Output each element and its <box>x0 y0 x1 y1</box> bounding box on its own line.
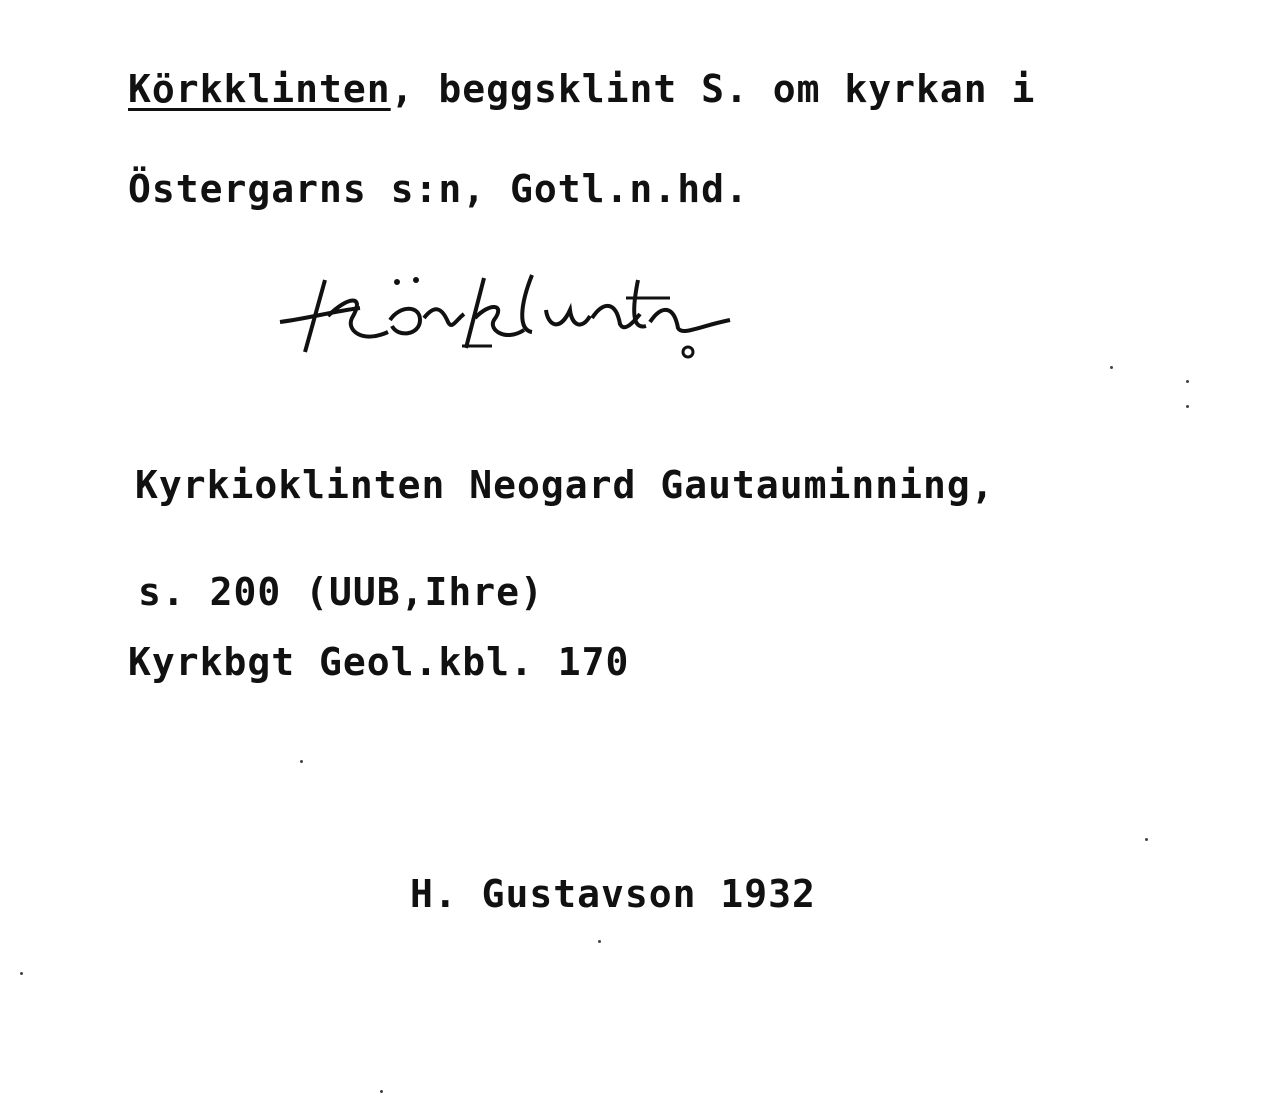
paper-speck <box>1145 838 1148 841</box>
paper-speck <box>1186 380 1189 383</box>
entry-line-5: Kyrkbgt Geol.kbl. 170 <box>128 640 630 684</box>
headword: Körkklinten <box>128 67 391 111</box>
entry-line-4: s. 200 (UUB,Ihre) <box>138 570 544 614</box>
handwriting-image <box>270 260 750 370</box>
author-line: H. Gustavson 1932 <box>410 872 816 916</box>
entry-line-1 <box>128 67 1036 111</box>
entry-line-2: Östergarns s:n, Gotl.n.hd. <box>128 167 749 211</box>
paper-speck <box>300 760 303 763</box>
entry-definition: , beggsklint S. om kyrkan i <box>390 67 1036 111</box>
paper-speck <box>1110 366 1113 369</box>
handwritten-signature <box>270 260 750 370</box>
paper-speck <box>598 940 601 943</box>
paper-speck <box>1186 405 1189 408</box>
paper-speck <box>20 972 23 975</box>
entry-line-3: Kyrkioklinten Neogard Gautauminning, <box>135 463 995 507</box>
